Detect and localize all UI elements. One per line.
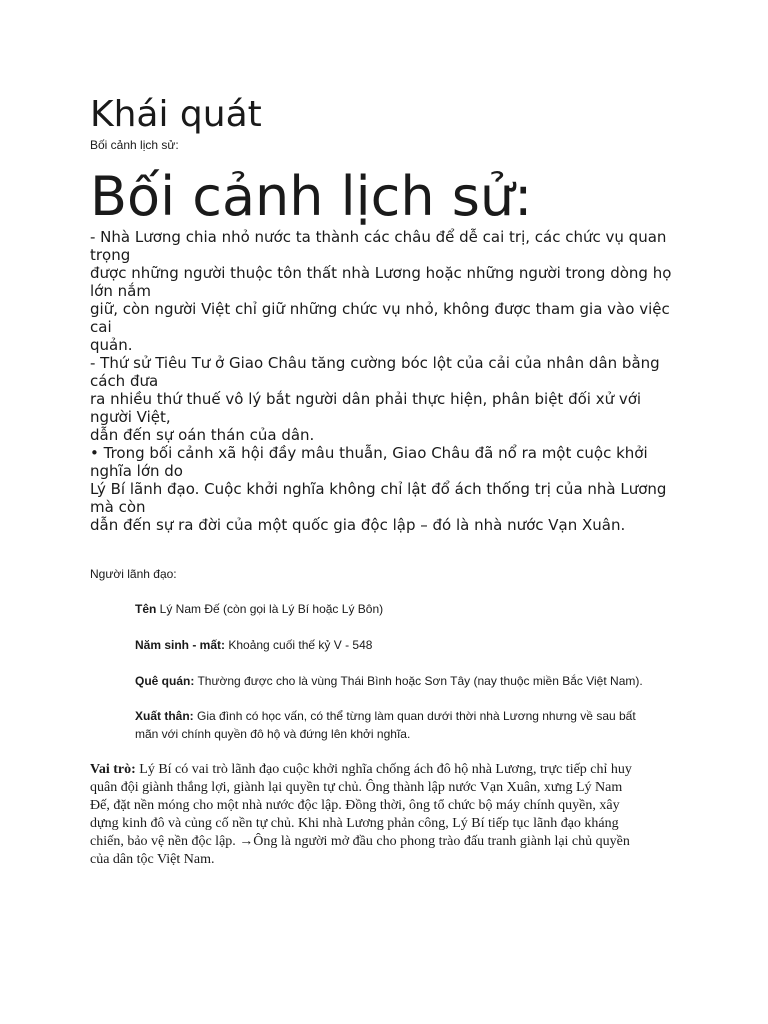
section-label-small: Bối cảnh lịch sử:: [90, 138, 179, 152]
info-home-value: Thường được cho là vùng Thái Bình hoặc Sơn Tây (nay thuộc miền Bắc Việt Nam).: [194, 674, 643, 688]
role-label: Vai trò:: [90, 762, 136, 777]
context-line: người Việt,: [90, 408, 171, 426]
info-origin: [135, 707, 636, 725]
context-line: - Nhà Lương chia nhỏ nước ta thành các châu để dễ cai trị, các chức vụ quan: [90, 228, 667, 246]
context-line: - Thứ sử Tiêu Tư ở Giao Châu tăng cường bóc lột của cải của nhân dân bằng: [90, 354, 660, 372]
context-line: mà còn: [90, 498, 146, 516]
context-line: ra nhiều thứ thuế vô lý bắt người dân phải thực hiện, phân biệt đối xử với: [90, 390, 642, 408]
context-line: dẫn đến sự oán thán của dân.: [90, 426, 315, 444]
page-title: Khái quát: [90, 94, 262, 135]
info-home-label: Quê quán:: [135, 674, 195, 688]
context-line: cách đưa: [90, 372, 159, 390]
context-line: trọng: [90, 246, 131, 264]
role-line: quân đội giành thắng lợi, giành lại quyền tự chủ. Ông thành lập nước Vạn Xuân, xưng Lý Nam: [90, 780, 623, 795]
info-origin-label: Xuất thân:: [135, 709, 194, 723]
role-line: của dân tộc Việt Nam.: [90, 852, 215, 867]
info-name-value: Lý Nam Đế (còn gọi là Lý Bí hoặc Lý Bôn): [156, 602, 384, 616]
context-line: giữ, còn người Việt chỉ giữ những chức vụ nhỏ, không được tham gia vào việc: [90, 300, 670, 318]
role-line: dựng kinh đô và củng cố nền tự chủ. Khi nhà Lương phản công, Lý Bí tiếp tục lãnh đạo kháng: [90, 816, 619, 831]
context-line: dẫn đến sự ra đời của một quốc gia độc lập – đó là nhà nước Vạn Xuân.: [90, 516, 626, 534]
section-heading: Bối cảnh lịch sử:: [90, 165, 533, 228]
leader-section-label: Người lãnh đạo:: [90, 567, 177, 581]
info-birth-value: Khoảng cuối thế kỷ V - 548: [225, 638, 373, 652]
info-origin-cont: mãn với chính quyền đô hộ và đứng lên khởi nghĩa.: [135, 727, 411, 741]
context-line: lớn nắm: [90, 282, 151, 300]
info-birth: [135, 636, 372, 654]
context-line: quản.: [90, 336, 133, 354]
role-line: chiến, bảo vệ nền độc lập. →Ông là người mở đầu cho phong trào đấu tranh giành lại chủ quyền: [90, 834, 630, 849]
info-home: [135, 672, 643, 690]
context-line: nghĩa lớn do: [90, 462, 183, 480]
info-name: [135, 600, 383, 618]
context-line: Lý Bí lãnh đạo. Cuộc khởi nghĩa không chỉ lật đổ ách thống trị của nhà Lương: [90, 480, 667, 498]
info-name-label: Tên: [135, 602, 157, 616]
bullet-line: • Trong bối cảnh xã hội đầy mâu thuẫn, Giao Châu đã nổ ra một cuộc khởi: [90, 444, 648, 462]
context-line: được những người thuộc tôn thất nhà Lương hoặc những người trong dòng họ: [90, 264, 672, 282]
context-line: cai: [90, 318, 112, 336]
role-text: Lý Bí có vai trò lãnh đạo cuộc khởi nghĩa chống ách đô hộ nhà Lương, trực tiếp chỉ huy: [135, 762, 632, 777]
info-birth-label: Năm sinh - mất:: [135, 638, 226, 652]
info-origin-value: Gia đình có học vấn, có thể từng làm quan dưới thời nhà Lương nhưng về sau bất: [193, 709, 636, 723]
role-line: [90, 761, 632, 779]
role-line: Đế, đặt nền móng cho một nhà nước độc lập. Đồng thời, ông tổ chức bộ máy chính quyền, xây: [90, 798, 620, 813]
